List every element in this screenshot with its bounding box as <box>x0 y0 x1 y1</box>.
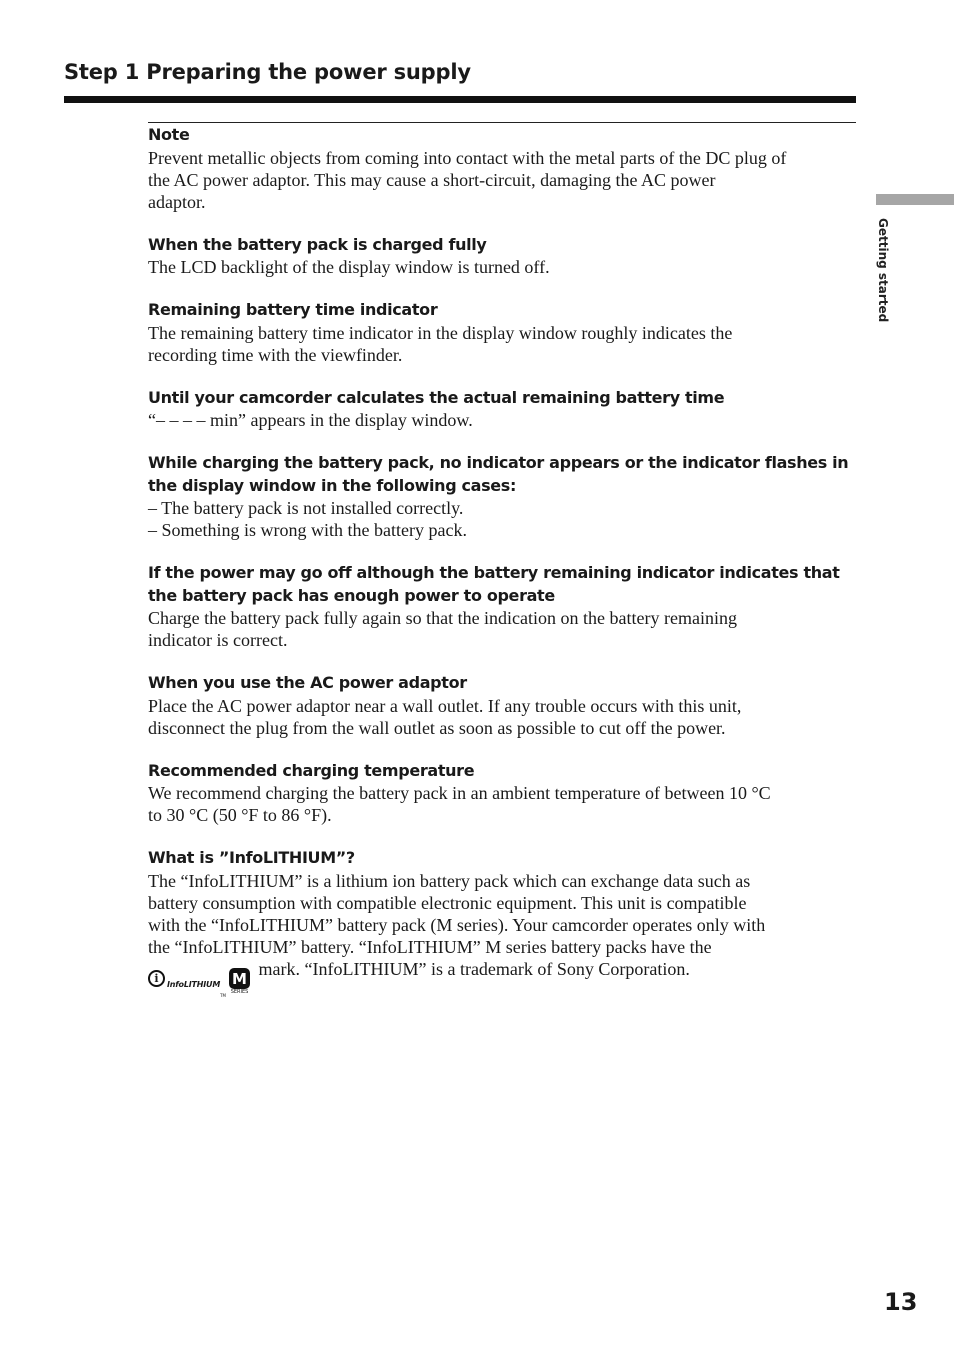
text-line: with the “InfoLITHIUM” battery pack (M series). Your camcorder operates only with <box>148 914 766 935</box>
infolithium-section <box>148 847 858 1007</box>
text-line: to 30 °C (50 °F to 86 °F). <box>148 805 332 825</box>
ac-adaptor-text <box>148 695 858 739</box>
trademark-text: mark. “InfoLITHIUM” is a trademark of Sony Corporation. <box>258 958 690 979</box>
infolithium-text <box>148 870 858 1008</box>
text-line: indicator is correct. <box>148 630 288 650</box>
text-line: We recommend charging the battery pack in an ambient temperature of between 10 °C <box>148 783 771 803</box>
m-series-badge <box>229 968 250 996</box>
note-rule <box>148 122 856 123</box>
text-line: “– – – – min” appears in the display window. <box>148 410 473 430</box>
text-line: The “InfoLITHIUM” is a lithium ion battery pack which can exchange data such as <box>148 870 751 891</box>
info-i-icon: i <box>148 970 165 987</box>
text-line: the “InfoLITHIUM” battery. “InfoLITHIUM” M series battery packs have the <box>148 936 712 957</box>
while-charging-text <box>148 497 858 541</box>
while-charging-section <box>148 452 858 541</box>
text-line: recording time with the viewfinder. <box>148 344 403 365</box>
main-content <box>148 124 858 1028</box>
until-calculates-heading: Until your camcorder calculates the actual remaining battery time <box>148 387 725 407</box>
while-charging-heading <box>148 452 858 497</box>
infolithium-heading: What is ”InfoLITHIUM”? <box>148 848 355 867</box>
temperature-section <box>148 760 858 827</box>
section-tab-label: Getting started <box>876 218 890 323</box>
heading-line: the display window in the following cases: <box>148 475 516 495</box>
page-number: 13 <box>884 1288 918 1316</box>
text-line: Place the AC power adaptor near a wall outlet. If any trouble occurs with this unit, <box>148 695 742 716</box>
text-line: adaptor. <box>148 191 206 212</box>
infolithium-m-series-logo-icon <box>148 968 250 1007</box>
temperature-text <box>148 782 858 826</box>
temperature-heading: Recommended charging temperature <box>148 760 475 780</box>
text-line: The remaining battery time indicator in the display window roughly indicates the <box>148 322 733 343</box>
text-line: disconnect the plug from the wall outlet as soon as possible to cut off the power. <box>148 717 726 738</box>
ac-adaptor-heading: When you use the AC power adaptor <box>148 673 467 692</box>
m-letter: M <box>229 968 250 989</box>
charged-fully-heading: When the battery pack is charged fully <box>148 234 487 254</box>
note-section <box>148 124 858 213</box>
text-line: – Something is wrong with the battery pack. <box>148 520 467 540</box>
header-rule <box>64 96 856 103</box>
heading-line: If the power may go off although the battery remaining indicator indicates that <box>148 563 840 582</box>
until-calculates-text <box>148 409 858 431</box>
power-off-text <box>148 607 858 651</box>
text-line: Prevent metallic objects from coming into contact with the metal parts of the DC plug of <box>148 147 787 168</box>
power-off-heading <box>148 562 858 607</box>
text-line: battery consumption with compatible electronic equipment. This unit is compatible <box>148 892 747 913</box>
series-label: SERIES <box>230 989 249 995</box>
power-off-section <box>148 562 858 651</box>
section-tab-marker <box>876 194 954 205</box>
text-line-with-logo <box>148 958 858 1008</box>
ac-adaptor-section <box>148 672 858 739</box>
logo-tm: TM <box>220 993 227 998</box>
charged-fully-text <box>148 256 858 278</box>
remaining-indicator-text <box>148 322 858 366</box>
heading-line: While charging the battery pack, no indicator appears or the indicator flashes in <box>148 453 849 472</box>
text-line: – The battery pack is not installed correctly. <box>148 498 464 518</box>
text-line: The LCD backlight of the display window is turned off. <box>148 257 550 277</box>
page-title: Step 1 Preparing the power supply <box>64 60 471 84</box>
note-heading: Note <box>148 125 190 144</box>
logo-wordmark: InfoLITHIUM <box>167 980 221 989</box>
note-text <box>148 147 858 213</box>
heading-line: the battery pack has enough power to operate <box>148 585 555 605</box>
remaining-indicator-section <box>148 299 858 366</box>
text-line: Charge the battery pack fully again so that the indication on the battery remaining <box>148 608 737 628</box>
text-line: the AC power adaptor. This may cause a short-circuit, damaging the AC power <box>148 169 716 190</box>
remaining-indicator-heading: Remaining battery time indicator <box>148 300 438 319</box>
charged-fully-section <box>148 234 858 279</box>
until-calculates-section <box>148 387 858 432</box>
